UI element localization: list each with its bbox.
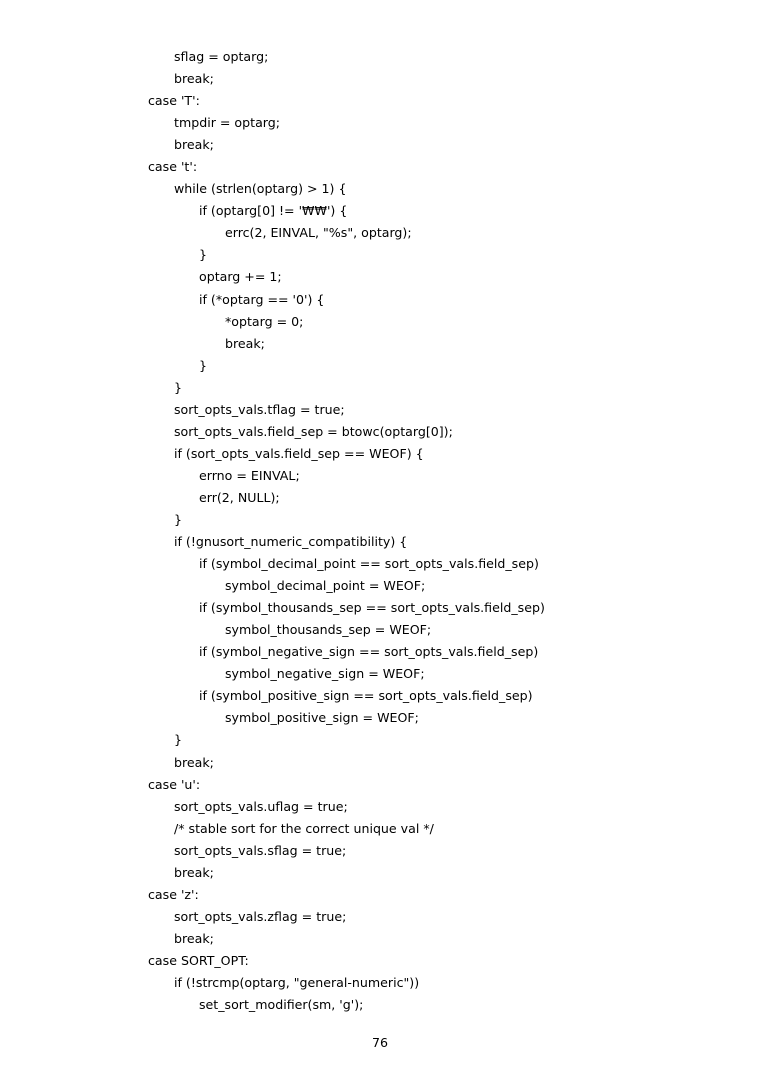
code-line	[0, 156, 760, 178]
code-line	[0, 928, 760, 950]
code-line	[0, 685, 760, 707]
code-line-text: if (!gnusort_numeric_compatibility) {	[174, 534, 408, 550]
code-line	[0, 68, 760, 90]
code-line-text: if (*optarg == '0') {	[199, 291, 325, 307]
code-line-text: set_sort_modifier(sm, 'g');	[199, 997, 364, 1013]
code-line-text: if (symbol_negative_sign == sort_opts_vals.field_sep)	[199, 644, 539, 660]
code-line	[0, 796, 760, 818]
code-line	[0, 487, 760, 509]
code-line	[0, 752, 760, 774]
code-line	[0, 311, 760, 333]
code-line	[0, 200, 760, 222]
page-number: 76	[371, 1035, 389, 1050]
code-line	[0, 774, 760, 796]
code-line	[0, 641, 760, 663]
code-line	[0, 663, 760, 685]
code-line-text: break;	[174, 930, 214, 946]
code-line-text: break;	[174, 864, 214, 880]
code-line	[0, 906, 760, 928]
code-line	[0, 707, 760, 729]
code-line-text: }	[174, 511, 183, 527]
code-line-text: sort_opts_vals.uflag = true;	[174, 798, 348, 814]
code-line	[0, 421, 760, 443]
code-line	[0, 443, 760, 465]
code-line-text: if (!strcmp(optarg, "general-numeric"))	[174, 974, 420, 990]
code-line-text: optarg += 1;	[199, 269, 282, 285]
code-line-text: if (sort_opts_vals.field_sep == WEOF) {	[174, 445, 424, 461]
code-line-text: if (symbol_positive_sign == sort_opts_vals.field_sep)	[199, 688, 533, 704]
code-line-text: sort_opts_vals.field_sep = btowc(optarg[0]);	[174, 423, 453, 439]
code-line-text: err(2, NULL);	[199, 489, 280, 505]
code-line-text: }	[199, 247, 208, 263]
code-line	[0, 994, 760, 1016]
code-line-text: symbol_negative_sign = WEOF;	[225, 666, 425, 682]
code-line-text: break;	[174, 71, 214, 87]
code-line	[0, 465, 760, 487]
code-line-text: *optarg = 0;	[225, 313, 304, 329]
code-line	[0, 178, 760, 200]
code-line-text: break;	[174, 137, 214, 153]
code-line-text: break;	[174, 754, 214, 770]
code-line-text: /* stable sort for the correct unique val */	[174, 820, 434, 836]
code-line	[0, 244, 760, 266]
code-line	[0, 90, 760, 112]
code-line	[0, 972, 760, 994]
code-listing	[0, 46, 760, 1016]
code-line	[0, 222, 760, 244]
code-line-text: sflag = optarg;	[174, 49, 269, 64]
code-line-text: sort_opts_vals.sflag = true;	[174, 842, 347, 858]
code-line	[0, 619, 760, 641]
code-line-text: if (symbol_decimal_point == sort_opts_vals.field_sep)	[199, 556, 539, 572]
code-line-text: if (symbol_thousands_sep == sort_opts_vals.field_sep)	[199, 600, 545, 616]
code-line-text: case 't':	[148, 159, 198, 175]
code-line	[0, 377, 760, 399]
code-line	[0, 289, 760, 311]
code-line	[0, 134, 760, 156]
code-line	[0, 399, 760, 421]
code-line-text: case 'T':	[148, 93, 200, 109]
code-line-text: errc(2, EINVAL, "%s", optarg);	[225, 225, 412, 241]
code-line	[0, 531, 760, 553]
code-line	[0, 840, 760, 862]
code-line	[0, 46, 760, 68]
code-line-text: symbol_thousands_sep = WEOF;	[225, 622, 432, 638]
code-line	[0, 862, 760, 884]
code-line	[0, 729, 760, 751]
code-line	[0, 575, 760, 597]
code-line	[0, 355, 760, 377]
code-line-text: symbol_positive_sign = WEOF;	[225, 710, 419, 726]
code-line-text: sort_opts_vals.tflag = true;	[174, 401, 345, 417]
code-line-text: case 'u':	[148, 776, 201, 792]
code-line	[0, 950, 760, 972]
code-line-text: case SORT_OPT:	[148, 952, 249, 968]
code-line-text: }	[174, 732, 183, 748]
code-line	[0, 112, 760, 134]
code-line-text: tmpdir = optarg;	[174, 115, 280, 131]
code-line-text: sort_opts_vals.zflag = true;	[174, 908, 347, 924]
code-line	[0, 509, 760, 531]
code-line-text: break;	[225, 335, 265, 351]
code-line-text: }	[199, 357, 208, 373]
code-line	[0, 884, 760, 906]
code-line	[0, 818, 760, 840]
code-line-text: case 'z':	[148, 886, 199, 902]
code-line-text: symbol_decimal_point = WEOF;	[225, 578, 426, 594]
code-line	[0, 266, 760, 288]
code-line	[0, 597, 760, 619]
code-line	[0, 333, 760, 355]
code-line-text: }	[174, 379, 183, 395]
code-line	[0, 553, 760, 575]
code-line-text: while (strlen(optarg) > 1) {	[174, 181, 347, 197]
code-line-text: errno = EINVAL;	[199, 467, 300, 483]
code-line-text: if (optarg[0] != '₩₩') {	[199, 203, 348, 219]
